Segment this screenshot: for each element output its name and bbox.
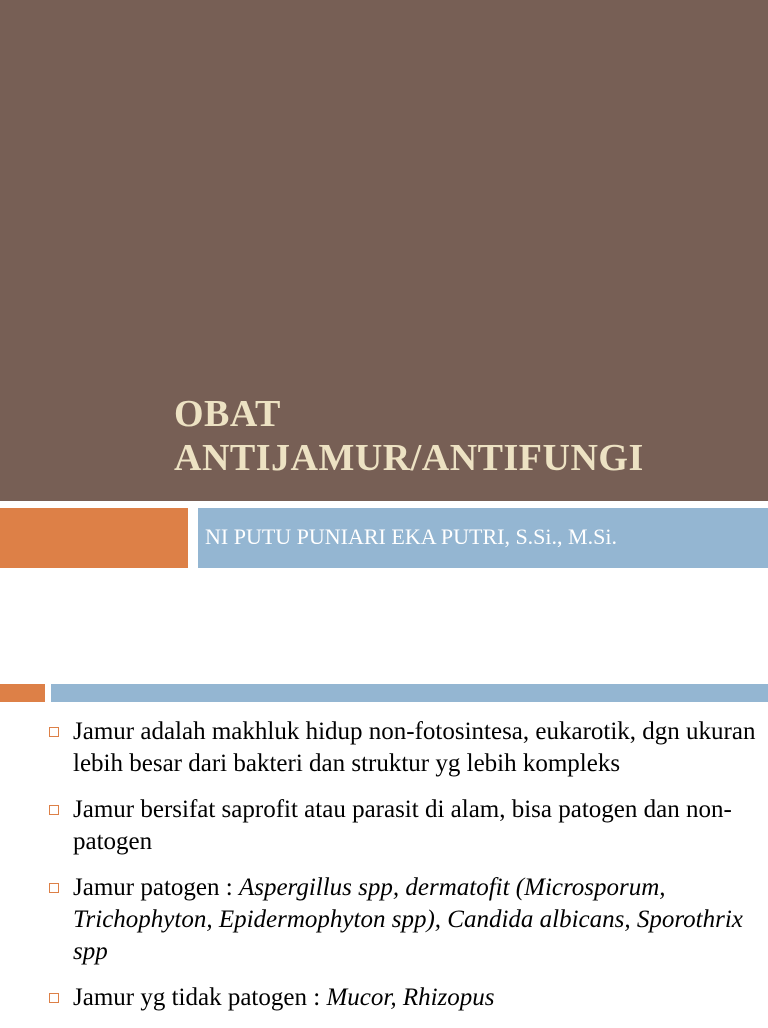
bullet-item	[46, 716, 756, 780]
bullet-list	[46, 716, 756, 1028]
content-header-bar-blue	[51, 684, 768, 702]
bullet-lead: Jamur yg tidak patogen	[73, 984, 307, 1011]
slide-title	[174, 392, 754, 480]
square-bullet-icon	[49, 993, 59, 1003]
bullet-item	[46, 982, 756, 1014]
square-bullet-icon	[49, 727, 59, 737]
bullet-item	[46, 872, 756, 968]
square-bullet-icon	[49, 883, 59, 893]
bullet-separator: :	[219, 874, 239, 901]
accent-bar-orange	[0, 508, 188, 568]
bullet-italic-text: Mucor, Rhizopus	[326, 984, 495, 1011]
bullet-separator: :	[306, 984, 327, 1011]
slide-subtitle: NI PUTU PUNIARI EKA PUTRI, S.Si., M.Si.	[205, 524, 617, 549]
bullet-item	[46, 794, 756, 858]
bullet-lead: Jamur patogen	[73, 874, 220, 901]
bullet-text: Jamur adalah makhluk hidup non-fotosintesa, eukarotik, dgn ukuran lebih besar dari bakteri dan struktur yg lebih kompleks	[73, 718, 756, 777]
slide-title-line-2: ANTIJAMUR/ANTIFUNGI	[174, 437, 644, 479]
square-bullet-icon	[49, 805, 59, 815]
slide-title-line-1: OBAT	[174, 393, 281, 435]
bullet-italic-text: Aspergillus spp, dermatofit (Microsporum, Trichophyton, Epidermophyton spp), Candida albicans, Sporothrix spp	[73, 874, 743, 965]
bullet-text: Jamur bersifat saprofit atau parasit di alam, bisa patogen dan non-patogen	[73, 796, 732, 855]
content-header-bar-orange	[0, 684, 45, 702]
